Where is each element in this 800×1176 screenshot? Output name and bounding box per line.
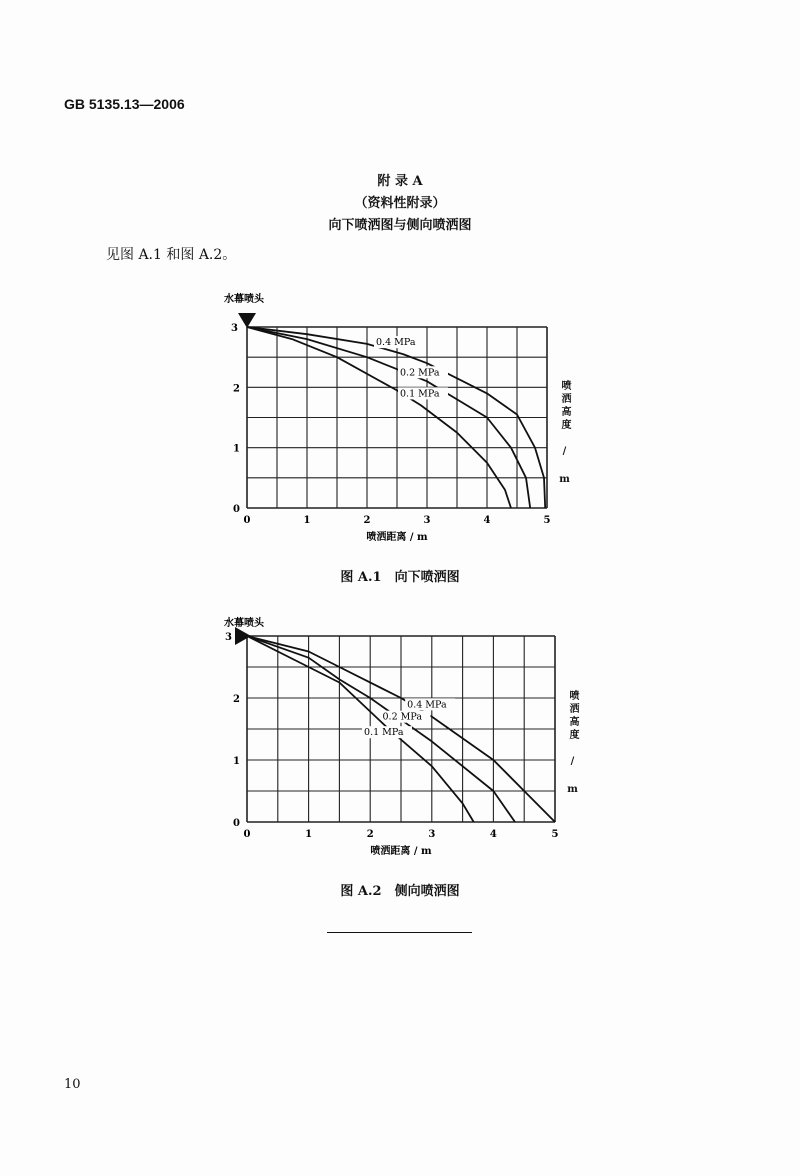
y-tick-label: 1 (233, 443, 240, 455)
x-tick-label: 0 (243, 515, 251, 526)
x-tick-label: 4 (489, 829, 497, 840)
x-tick-label: 1 (305, 829, 313, 840)
y-tick-label: 0 (233, 504, 240, 515)
series-label: 0.2 MPa (400, 367, 440, 379)
x-axis-label: 喷洒距离 / m (366, 532, 428, 543)
y-tick-label: 2 (233, 383, 240, 395)
series-label: 0.2 MPa (382, 711, 423, 723)
x-tick-label: 5 (551, 829, 559, 840)
y-tick-label: 3 (225, 632, 232, 643)
y-axis-label-chart-a2: 喷洒高度 / m (567, 690, 578, 798)
y-axis-label-chart-a1: 喷洒高度 / m (559, 380, 570, 488)
body-text: 见图 A.1 和图 A.2。 (106, 247, 237, 263)
y-tick-label: 3 (231, 323, 238, 334)
end-rule (327, 932, 472, 933)
x-tick-label: 2 (363, 515, 371, 526)
y-tick-label: 0 (233, 818, 240, 829)
series-label: 0.1 MPa (400, 388, 440, 400)
appendix-title: 附 录 A (377, 174, 423, 189)
page-number: 10 (64, 1077, 81, 1092)
x-tick-label: 4 (483, 515, 491, 526)
figure-caption-a1: 图 A.1 向下喷洒图 (340, 570, 460, 585)
x-tick-label: 2 (366, 829, 374, 840)
x-axis-label: 喷洒距离 / m (370, 846, 432, 857)
series-label: 0.4 MPa (407, 699, 447, 711)
standard-number: GB 5135.13—2006 (64, 96, 185, 112)
figure-caption-a2: 图 A.2 侧向喷洒图 (340, 884, 460, 899)
appendix-heading: 向下喷洒图与侧向喷洒图 (328, 218, 472, 233)
nozzle-label: 水幕喷头 (224, 294, 264, 305)
x-tick-label: 5 (543, 515, 551, 526)
nozzle-label: 水幕喷头 (224, 618, 264, 629)
series-label: 0.4 MPa (376, 337, 416, 349)
x-tick-label: 3 (428, 829, 436, 840)
y-tick-label: 1 (233, 756, 240, 767)
series-label: 0.1 MPa (364, 727, 404, 739)
nozzle-icon (238, 313, 256, 328)
y-tick-label: 2 (233, 694, 240, 705)
x-tick-label: 3 (423, 515, 431, 526)
appendix-subtitle: （资料性附录） (354, 196, 446, 211)
x-tick-label: 0 (243, 829, 251, 840)
x-tick-label: 1 (303, 515, 311, 526)
